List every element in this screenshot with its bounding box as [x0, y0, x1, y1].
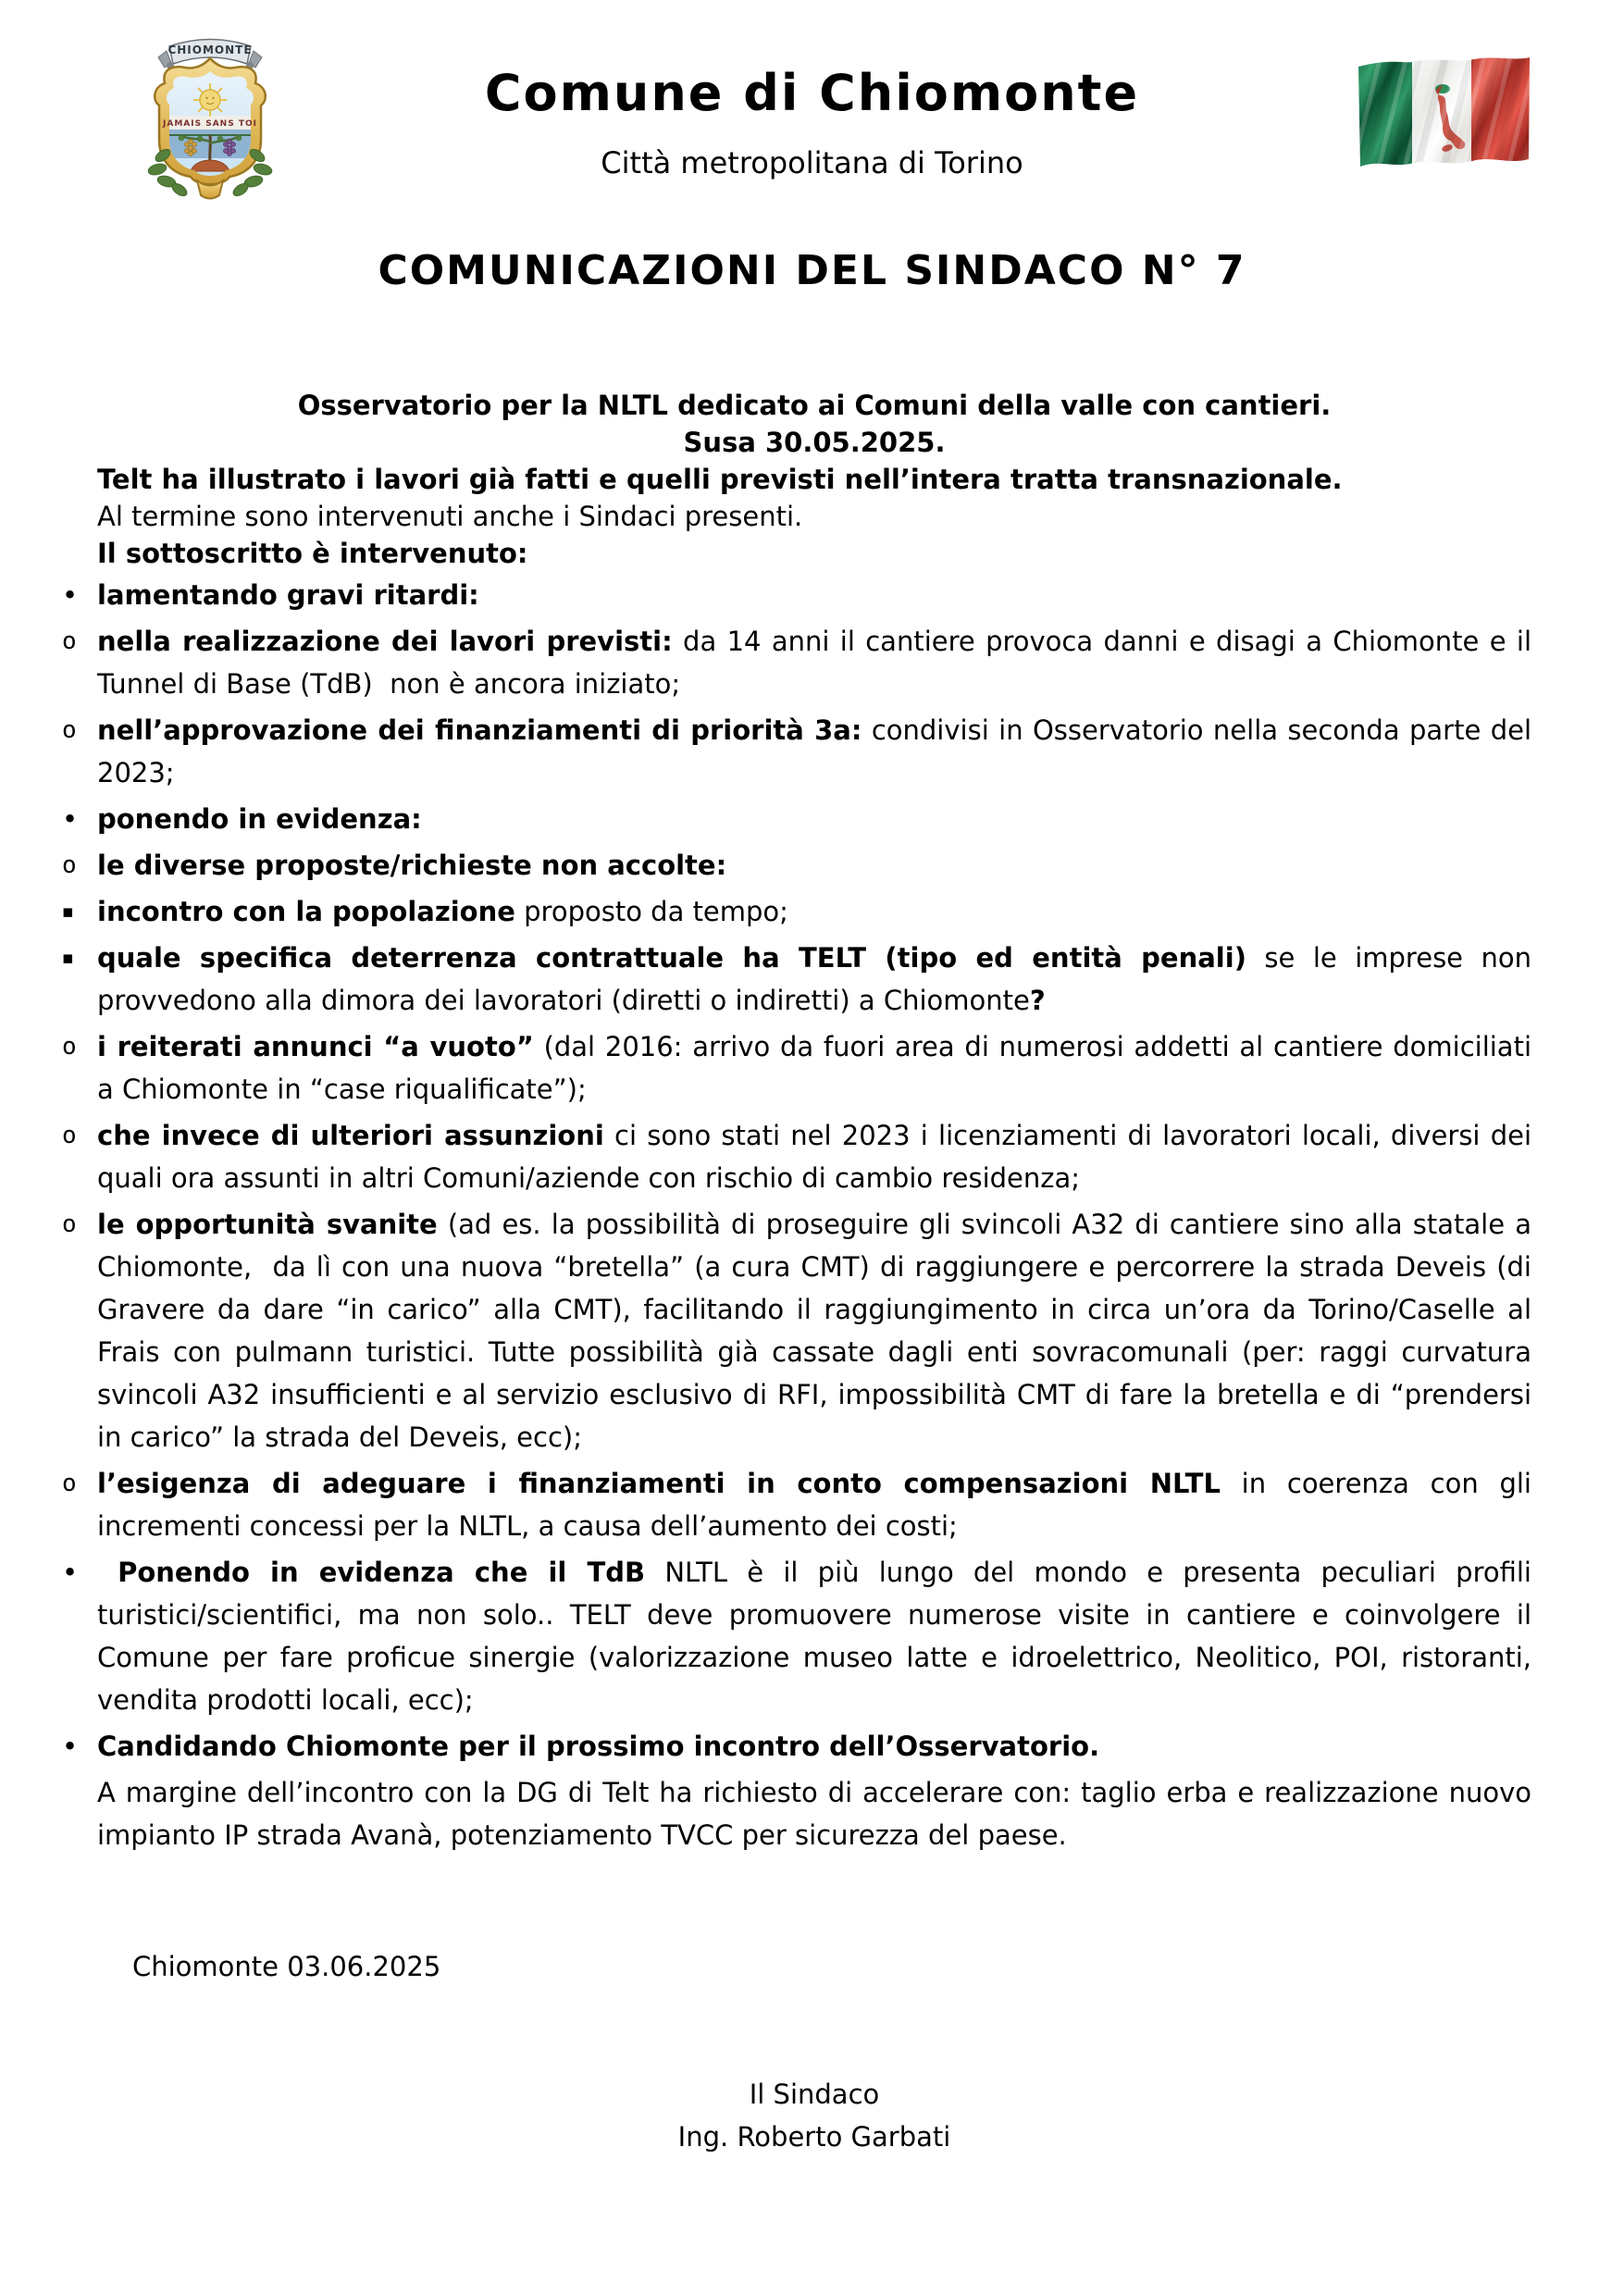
- square-bullet-icon: ▪: [62, 901, 74, 922]
- document-title: COMUNICAZIONI DEL SINDACO N° 7: [378, 247, 1246, 294]
- signature-name: Ing. Roberto Garbati: [677, 2121, 951, 2153]
- item-bold-text: le diverse proposte/richieste non accolte:: [97, 850, 727, 881]
- bullet-icon: •: [62, 1731, 79, 1762]
- item-text: proposto da tempo;: [514, 896, 788, 927]
- item-bold-text: Ponendo in evidenza che il TdB: [97, 1557, 646, 1588]
- intro-line-5: Il sottoscritto è intervenuto:: [97, 538, 528, 569]
- bullet-icon: •: [62, 1557, 79, 1588]
- item-text: da 14 anni il cantiere provoca danni e disagi a Chiomonte e il Tunnel di Base (TdB) non è ancora iniziato;: [97, 626, 1541, 700]
- item-text: condivisi in Osservatorio nella seconda parte del 2023;: [97, 714, 1541, 788]
- circle-bullet-icon: o: [62, 627, 77, 655]
- document-body: [0, 387, 1624, 2158]
- crest-motto-text: JAMAIS SANS TOI: [163, 119, 257, 129]
- item-bold-text: lamentando gravi ritardi:: [97, 579, 479, 611]
- circle-bullet-icon: o: [62, 1210, 77, 1238]
- bullet-icon: •: [62, 803, 79, 835]
- item-bold-text: quale specifica deterrenza contrattuale ha TELT (tipo ed entità penali): [97, 942, 1246, 974]
- square-bullet-icon: ▪: [62, 948, 74, 968]
- chiomonte-coat-of-arms-icon: [139, 31, 282, 210]
- item-text: NLTL è il più lungo del mondo e presenta peculiari profili turistici/scientifici, ma non solo.. TELT deve promuovere numerose visite in cantiere e coinvolgere il Comune per fare proficue sinergie (valorizzazione museo latte e idroelettrico, Neolitico, POI, ristoranti, vendita prodotti locali, ecc);: [97, 1557, 1541, 1716]
- item-text: in coerenza con gli incrementi concessi per la NLTL, a causa dell’aumento dei costi;: [97, 1468, 1541, 1542]
- list-item: [62, 890, 1531, 933]
- item-text: ci sono stati nel 2023 i licenziamenti di lavoratori locali, diversi dei quali ora assunti in altri Comuni/aziende con rischio di cambio residenza;: [97, 1120, 1541, 1194]
- item-bold-text: ponendo in evidenza:: [97, 803, 422, 835]
- item-bold-text: Candidando Chiomonte per il prossimo incontro dell’Osservatorio.: [97, 1731, 1100, 1762]
- circle-bullet-icon: o: [62, 851, 77, 879]
- list-item: [62, 1025, 1541, 1111]
- closing-paragraph: A margine dell’incontro con la DG di Telt ha richiesto di accelerare con: taglio erba e realizzazione nuovo impianto IP strada Avanà, potenziamento TVCC per sicurezza del paese.: [97, 1777, 1541, 1851]
- list-item: [62, 844, 1531, 887]
- signature-block: [97, 2073, 1531, 2158]
- page-title: Comune di Chiomonte: [484, 64, 1140, 122]
- bullet-list: [62, 574, 1541, 1856]
- italy-flag-icon: [1351, 54, 1536, 180]
- page-subtitle: Città metropolitana di Torino: [601, 145, 1023, 180]
- list-item: [62, 1203, 1541, 1458]
- list-item: [62, 1462, 1541, 1547]
- circle-bullet-icon: o: [62, 1122, 77, 1149]
- intro-line-3: Telt ha illustrato i lavori già fatti e quelli previsti nell’intera tratta transnazionale.: [97, 464, 1343, 495]
- place-date: Chiomonte 03.06.2025: [132, 1951, 441, 1982]
- list-item: [62, 937, 1541, 1022]
- list-item: [62, 574, 1531, 616]
- list-item: [62, 620, 1541, 705]
- item-text: (ad es. la possibilità di proseguire gli svincoli A32 di cantiere sino alla statale a Chiomonte, da lì con una nuova “bretella” (a cura CMT) di raggiungere e percorrere la strada Deveis (di Gravere da dare “in carico” alla CMT), facilitando il raggiungimento in circa un’ora da Torino/Caselle al Frais con pulmann turistici. Tutte possibilità già cassate dagli enti sovracomunali (per: raggi curvatura svincoli A32 insufficienti e al servizio esclusivo di RFI, impossibilità CMT di fare la bretella e di “prendersi in carico” la strada del Deveis, ecc);: [97, 1209, 1541, 1453]
- item-bold-text: che invece di ulteriori assunzioni: [97, 1120, 604, 1151]
- crest-banner-text: CHIOMONTE: [167, 43, 253, 56]
- intro-block: [97, 387, 1531, 572]
- circle-bullet-icon: o: [62, 716, 77, 744]
- item-bold-end: ?: [1029, 985, 1046, 1016]
- item-bold-text: l’esigenza di adeguare i finanziamenti in conto compensazioni NLTL: [97, 1468, 1221, 1499]
- list-item: [62, 798, 1531, 840]
- list-item: [62, 1114, 1541, 1199]
- signature-role: Il Sindaco: [749, 2079, 880, 2110]
- bullet-icon: •: [62, 579, 79, 611]
- item-bold-text: nella realizzazione dei lavori previsti:: [97, 626, 673, 657]
- intro-line-1: Osservatorio per la NLTL dedicato ai Comuni della valle con cantieri.: [297, 390, 1332, 421]
- circle-bullet-icon: o: [62, 1033, 77, 1061]
- item-bold-text: le opportunità svanite: [97, 1209, 438, 1240]
- item-bold-text: nell’approvazione dei finanziamenti di priorità 3a:: [97, 714, 862, 746]
- item-text: se le imprese non provvedono alla dimora dei lavoratori (diretti o indiretti) a Chiomonte: [97, 942, 1541, 1016]
- item-bold-text: i reiterati annunci “a vuoto”: [97, 1031, 534, 1062]
- list-item: [62, 1725, 1531, 1768]
- intro-line-4: Al termine sono intervenuti anche i Sindaci presenti.: [97, 501, 803, 532]
- list-item: [62, 709, 1541, 794]
- list-item: [62, 1551, 1541, 1721]
- circle-bullet-icon: o: [62, 1470, 77, 1497]
- item-bold-text: incontro con la popolazione: [97, 896, 515, 927]
- intro-line-2: Susa 30.05.2025.: [683, 427, 946, 458]
- item-text: (dal 2016: arrivo da fuori area di numerosi addetti al cantiere domiciliati a Chiomonte in “case riqualificate”);: [97, 1031, 1541, 1105]
